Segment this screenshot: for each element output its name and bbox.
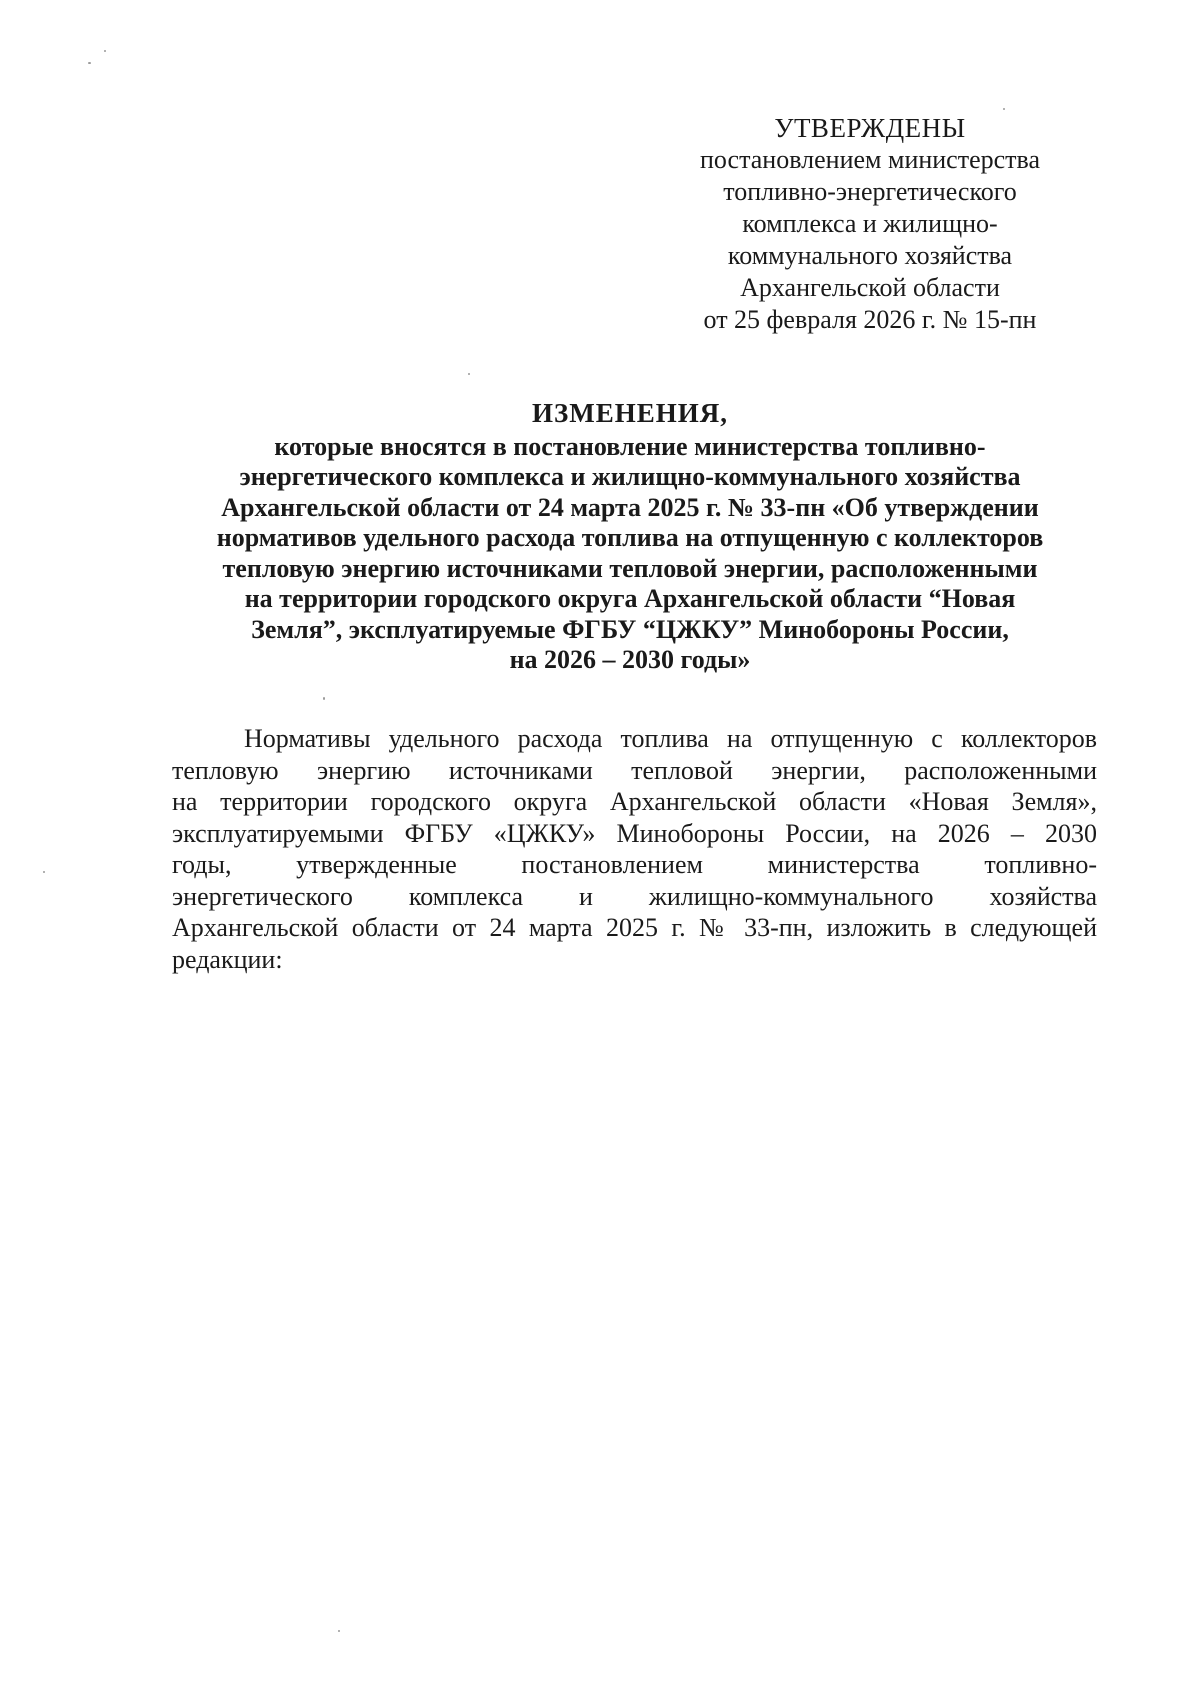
title-line: энергетического комплекса и жилищно-коммунального хозяйства <box>239 462 1021 491</box>
scan-speck <box>88 62 91 64</box>
scan-speck <box>468 373 470 375</box>
scan-speck <box>43 871 45 873</box>
title-line: Земля”, эксплуатируемые ФГБУ “ЦЖКУ” Минобороны России, <box>251 614 1009 644</box>
body-line: годы, утвержденные постановлением министерства топливно- <box>172 850 1097 879</box>
title-line: тепловую энергию источниками тепловой энергии, расположенными <box>222 553 1038 583</box>
body-line: Нормативы удельного расхода топлива на отпущенную с коллекторов <box>244 724 1097 753</box>
approval-line: топливно-энергетического <box>723 177 1017 206</box>
body-line: Архангельской области от 24 марта 2025 г. № 33-пн, изложить в следующей <box>172 913 1097 942</box>
approval-stamp-block <box>660 112 1080 336</box>
document-title: ИЗМЕНЕНИЯ, <box>531 398 728 428</box>
body-line: на территории городского округа Архангельской области «Новая Земля», <box>172 787 1097 816</box>
title-line: на территории городского округа Архангельской области “Новая <box>244 584 1016 613</box>
scan-speck <box>1003 108 1005 110</box>
scan-speck <box>323 697 325 700</box>
approval-line: коммунального хозяйства <box>727 241 1013 270</box>
title-line: нормативов удельного расхода топлива на отпущенную с коллекторов <box>216 523 1044 552</box>
title-line: Архангельской области от 24 марта 2025 г. № 33-пн «Об утверждении <box>221 492 1039 522</box>
body-paragraph <box>172 723 1097 975</box>
approval-line: Архангельской области <box>740 273 1000 302</box>
body-line: редакции: <box>172 944 283 974</box>
approval-line: постановлением министерства <box>699 145 1041 174</box>
body-line: тепловую энергию источниками тепловой энергии, расположенными <box>172 755 1097 785</box>
scan-speck <box>338 1630 340 1632</box>
scan-speck <box>104 50 106 52</box>
title-line: которые вносятся в постановление министерства топливно- <box>274 431 986 461</box>
approval-line: комплекса и жилищно- <box>742 209 998 238</box>
document-title-block <box>180 398 1080 676</box>
title-line: на 2026 – 2030 годы» <box>509 645 751 674</box>
approval-date-number: от 25 февраля 2026 г. № 15-пн <box>703 305 1037 334</box>
body-line: эксплуатируемыми ФГБУ «ЦЖКУ» Минобороны России, на 2026 – 2030 <box>172 818 1097 848</box>
approval-heading: УТВЕРЖДЕНЫ <box>774 113 966 143</box>
body-line: энергетического комплекса и жилищно-коммунального хозяйства <box>172 881 1097 911</box>
